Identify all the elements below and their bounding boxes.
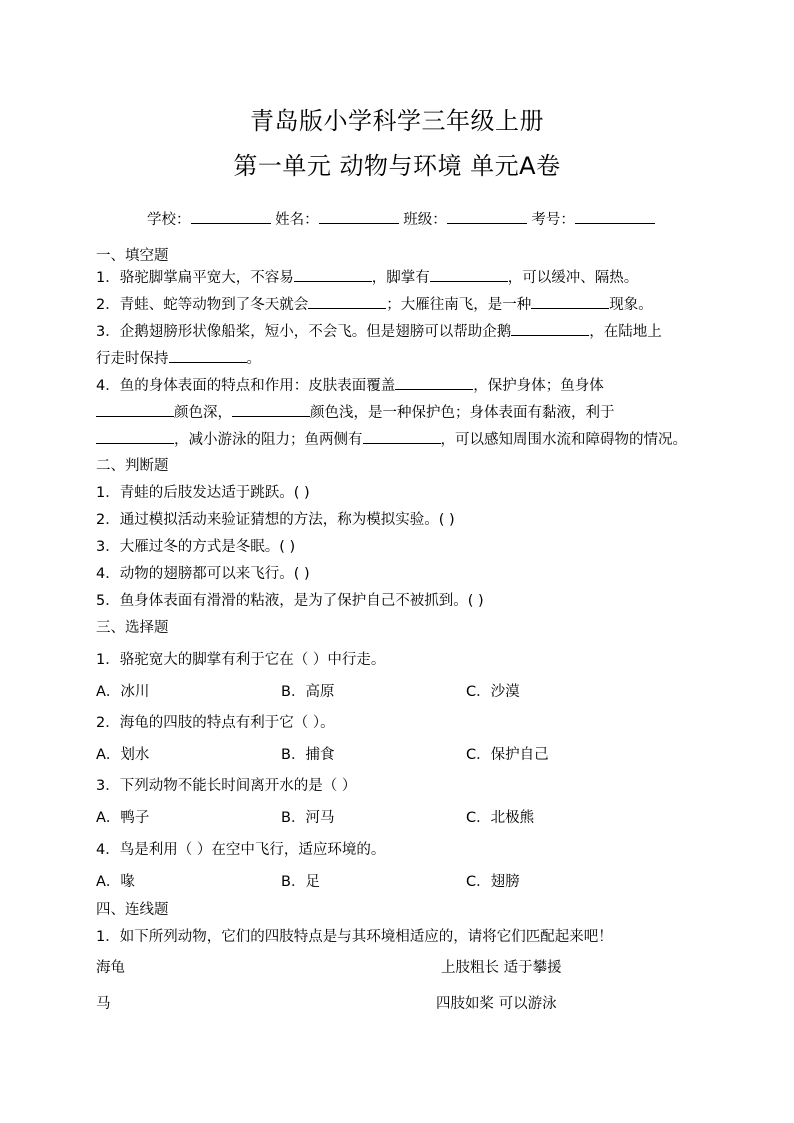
fill-question-1	[96, 267, 638, 288]
true-false-item[interactable]: 4．动物的翅膀都可以来飞行。( )	[96, 566, 310, 582]
question-text: ，保护身体；鱼身体	[473, 378, 604, 394]
question-text: 。	[246, 351, 261, 367]
section-heading-matching: 四、连线题	[96, 902, 169, 918]
name-label: 姓名：	[275, 212, 319, 228]
choice-option[interactable]: A．喙	[96, 874, 135, 890]
question-text: ；大雁往南飞，是一种	[386, 297, 532, 313]
fill-question-4-cont2	[96, 429, 687, 450]
question-text: 现象。	[609, 297, 653, 313]
fill-question-3	[96, 321, 662, 342]
answer-blank[interactable]	[294, 267, 372, 282]
choice-option[interactable]: B．捕食	[281, 747, 335, 763]
choice-option[interactable]: A．划水	[96, 747, 150, 763]
matching-question: 1．如下所列动物，它们的四肢特点是与其环境相适应的，请将它们匹配起来吧！	[96, 929, 613, 945]
exam-number-blank[interactable]	[575, 209, 655, 224]
matching-left-item[interactable]: 马	[96, 996, 111, 1012]
answer-blank[interactable]	[169, 348, 247, 363]
answer-blank[interactable]	[363, 429, 441, 444]
question-text: ，减小游泳的阻力；鱼两侧有	[174, 432, 363, 448]
answer-blank[interactable]	[395, 375, 473, 390]
choice-option[interactable]: C．翅膀	[466, 874, 520, 890]
matching-right-item[interactable]: 四肢如桨 可以游泳	[436, 996, 557, 1012]
choice-option[interactable]: A．冰川	[96, 684, 150, 700]
question-text: ，可以缓冲、隔热。	[507, 270, 639, 286]
choice-question-stem: 2．海龟的四肢的特点有利于它（ ）。	[96, 715, 335, 731]
exam-number-label: 考号：	[531, 212, 575, 228]
question-text: 4．鱼的身体表面的特点和作用：皮肤表面覆盖	[96, 378, 396, 394]
matching-left-item[interactable]: 海龟	[96, 960, 125, 976]
answer-blank[interactable]	[96, 429, 174, 444]
page-title: 青岛版小学科学三年级上册	[250, 107, 544, 135]
class-blank[interactable]	[447, 209, 527, 224]
choice-option[interactable]: C．保护自己	[466, 747, 549, 763]
answer-blank[interactable]	[308, 294, 386, 309]
true-false-item[interactable]: 3．大雁过冬的方式是冬眠。( )	[96, 539, 296, 555]
true-false-item[interactable]: 1．青蛙的后肢发达适于跳跃。( )	[96, 485, 310, 501]
question-text: 2．青蛙、蛇等动物到了冬天就会	[96, 297, 309, 313]
answer-blank[interactable]	[96, 402, 174, 417]
answer-blank[interactable]	[232, 402, 310, 417]
choice-question-stem: 3．下列动物不能长时间离开水的是（ ）	[96, 778, 357, 794]
question-text: ，可以感知周围水流和障碍物的情况。	[440, 432, 687, 448]
question-text: 行走时保持	[96, 351, 169, 367]
fill-question-3-cont	[96, 348, 261, 369]
question-text: 3．企鹅翅膀形状像船桨，短小，不会飞。但是翅膀可以帮助企鹅	[96, 324, 512, 340]
answer-blank[interactable]	[430, 267, 508, 282]
section-heading-true-false: 二、判断题	[96, 458, 169, 474]
section-heading-multiple-choice: 三、选择题	[96, 620, 169, 636]
true-false-item[interactable]: 5．鱼身体表面有滑滑的粘液，是为了保护自己不被抓到。( )	[96, 593, 484, 609]
fill-question-4-cont1	[96, 402, 615, 423]
question-text: ，脚掌有	[371, 270, 430, 286]
choice-option[interactable]: C．沙漠	[466, 684, 520, 700]
choice-option[interactable]: B．河马	[281, 810, 335, 826]
school-blank[interactable]	[191, 209, 271, 224]
class-label: 班级：	[403, 212, 447, 228]
true-false-item[interactable]: 2．通过模拟活动来验证猜想的方法，称为模拟实验。( )	[96, 512, 455, 528]
answer-blank[interactable]	[531, 294, 609, 309]
choice-option[interactable]: B．高原	[281, 684, 335, 700]
answer-blank[interactable]	[511, 321, 589, 336]
question-text: 颜色浅，是一种保护色；身体表面有黏液，利于	[310, 405, 615, 421]
fill-question-4	[96, 375, 604, 396]
student-info-row	[147, 209, 655, 230]
choice-question-stem: 1．骆驼宽大的脚掌有利于它在（ ）中行走。	[96, 652, 386, 668]
choice-question-stem: 4．鸟是利用（ ）在空中飞行，适应环境的。	[96, 842, 386, 858]
matching-right-item[interactable]: 上肢粗长 适于攀援	[441, 960, 562, 976]
name-blank[interactable]	[319, 209, 399, 224]
choice-option[interactable]: A．鸭子	[96, 810, 150, 826]
question-text: 颜色深，	[174, 405, 232, 421]
choice-option[interactable]: B．足	[281, 874, 320, 890]
question-text: ，在陆地上	[589, 324, 662, 340]
school-label: 学校：	[147, 212, 191, 228]
page-subtitle: 第一单元 动物与环境 单元A卷	[233, 152, 561, 180]
choice-option[interactable]: C．北极熊	[466, 810, 535, 826]
question-text: 1．骆驼脚掌扁平宽大，不容易	[96, 270, 294, 286]
section-heading-fill-blank: 一、填空题	[96, 248, 169, 264]
fill-question-2	[96, 294, 653, 315]
